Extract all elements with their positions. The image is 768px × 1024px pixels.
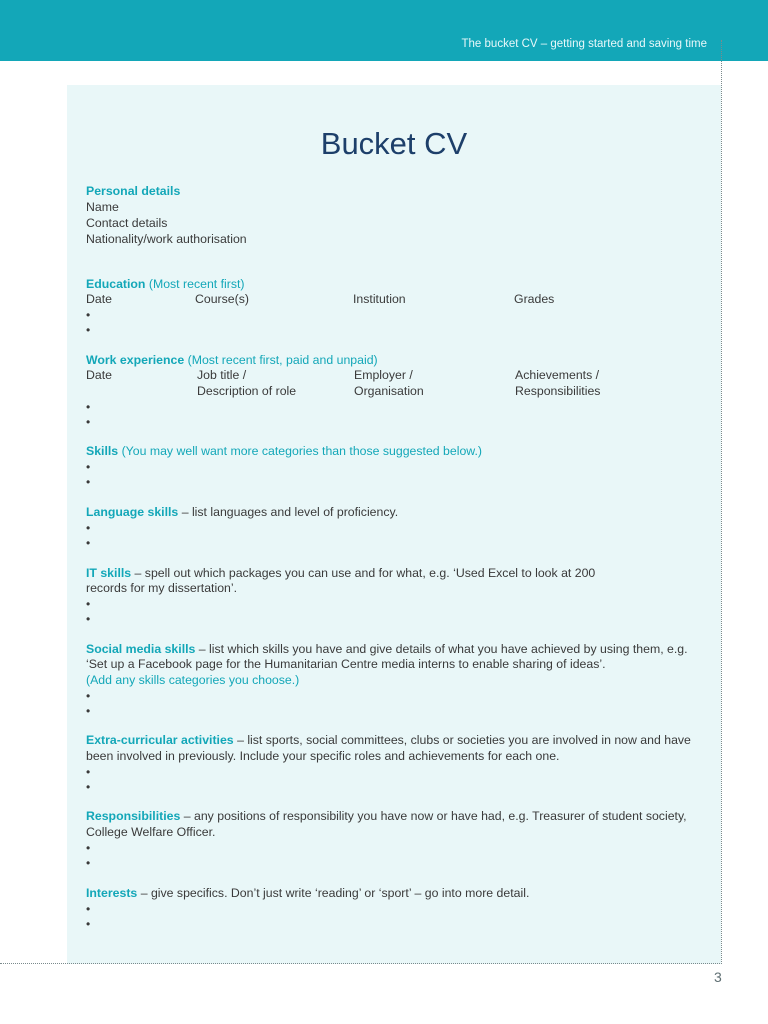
education-col-course: Course(s)	[195, 292, 249, 306]
bullet: •	[86, 415, 91, 429]
work-col-employer: Employer /	[354, 368, 413, 382]
extra-line-1	[86, 732, 691, 748]
work-col-date: Date	[86, 368, 112, 382]
extra-heading: Extra-curricular activities	[86, 733, 234, 747]
bullet: •	[86, 765, 91, 779]
bullet: •	[86, 323, 91, 337]
crop-line-vertical	[721, 40, 722, 964]
bullet: •	[86, 612, 91, 626]
bullet: •	[86, 917, 91, 931]
personal-line-nationality: Nationality/work authorisation	[86, 232, 247, 246]
bullet: •	[86, 597, 91, 611]
language-line	[86, 504, 398, 520]
it-heading: IT skills	[86, 566, 132, 580]
social-text-1: – list which skills you have and give details of what you have achieved by using them, e.g.	[198, 642, 688, 656]
work-heading-line	[86, 352, 378, 368]
skills-note: (You may well want more categories than those suggested below.)	[121, 444, 483, 458]
social-note: (Add any skills categories you choose.)	[86, 673, 300, 687]
interests-line	[86, 885, 529, 901]
language-heading: Language skills	[86, 505, 179, 519]
education-col-grades: Grades	[514, 292, 555, 306]
work-col-achievements-2: Responsibilities	[515, 384, 601, 398]
work-col-employer-2: Organisation	[354, 384, 424, 398]
bullet: •	[86, 475, 91, 489]
work-col-job-title: Job title /	[197, 368, 247, 382]
interests-text: – give specifics. Don’t just write ‘reading’ or ‘sport’ – go into more detail.	[140, 886, 530, 900]
work-heading: Work experience	[86, 353, 185, 367]
resp-text-2: College Welfare Officer.	[86, 825, 216, 839]
bullet: •	[86, 902, 91, 916]
resp-text-1: – any positions of responsibility you have now or have had, e.g. Treasurer of student society,	[183, 809, 687, 823]
social-heading: Social media skills	[86, 642, 196, 656]
extra-text-1: – list sports, social committees, clubs or societies you are involved in now and have	[237, 733, 691, 747]
education-heading: Education	[86, 277, 146, 291]
skills-heading: Skills	[86, 444, 119, 458]
bullet: •	[86, 460, 91, 474]
page-title: Bucket CV	[320, 126, 468, 161]
social-line-1	[86, 641, 688, 657]
bullet: •	[86, 308, 91, 322]
running-title: The bucket CV – getting started and saving time	[461, 38, 707, 50]
skills-heading-line	[86, 443, 482, 459]
personal-line-contact: Contact details	[86, 216, 168, 230]
education-note: (Most recent first)	[148, 277, 245, 291]
bullet: •	[86, 704, 91, 718]
interests-heading: Interests	[86, 886, 138, 900]
it-text-1: – spell out which packages you can use and for what, e.g. ‘Used Excel to look at 200	[134, 566, 596, 580]
bullet: •	[86, 689, 91, 703]
personal-line-name: Name	[86, 200, 119, 214]
header-bar	[0, 0, 768, 61]
education-col-date: Date	[86, 292, 112, 306]
resp-line-1	[86, 808, 687, 824]
bullet: •	[86, 521, 91, 535]
it-line-1	[86, 565, 595, 581]
social-text-2: ‘Set up a Facebook page for the Humanitarian Centre media interns to enable sharing of ideas’.	[86, 657, 606, 671]
page-number: 3	[714, 969, 722, 985]
bullet: •	[86, 780, 91, 794]
bullet: •	[86, 400, 91, 414]
crop-line-horizontal	[0, 963, 722, 964]
education-heading-line	[86, 276, 245, 292]
language-text: – list languages and level of proficiency.	[181, 505, 399, 519]
extra-text-2: been involved in previously. Include your specific roles and achievements for each one.	[86, 749, 560, 763]
work-col-job-title-2: Description of role	[197, 384, 297, 398]
personal-details-heading: Personal details	[86, 184, 181, 198]
work-col-achievements: Achievements /	[515, 368, 600, 382]
bullet: •	[86, 856, 91, 870]
education-col-institution: Institution	[353, 292, 406, 306]
it-text-2: records for my dissertation’.	[86, 581, 238, 595]
resp-heading: Responsibilities	[86, 809, 181, 823]
work-note: (Most recent first, paid and unpaid)	[187, 353, 378, 367]
bullet: •	[86, 841, 91, 855]
bullet: •	[86, 536, 91, 550]
